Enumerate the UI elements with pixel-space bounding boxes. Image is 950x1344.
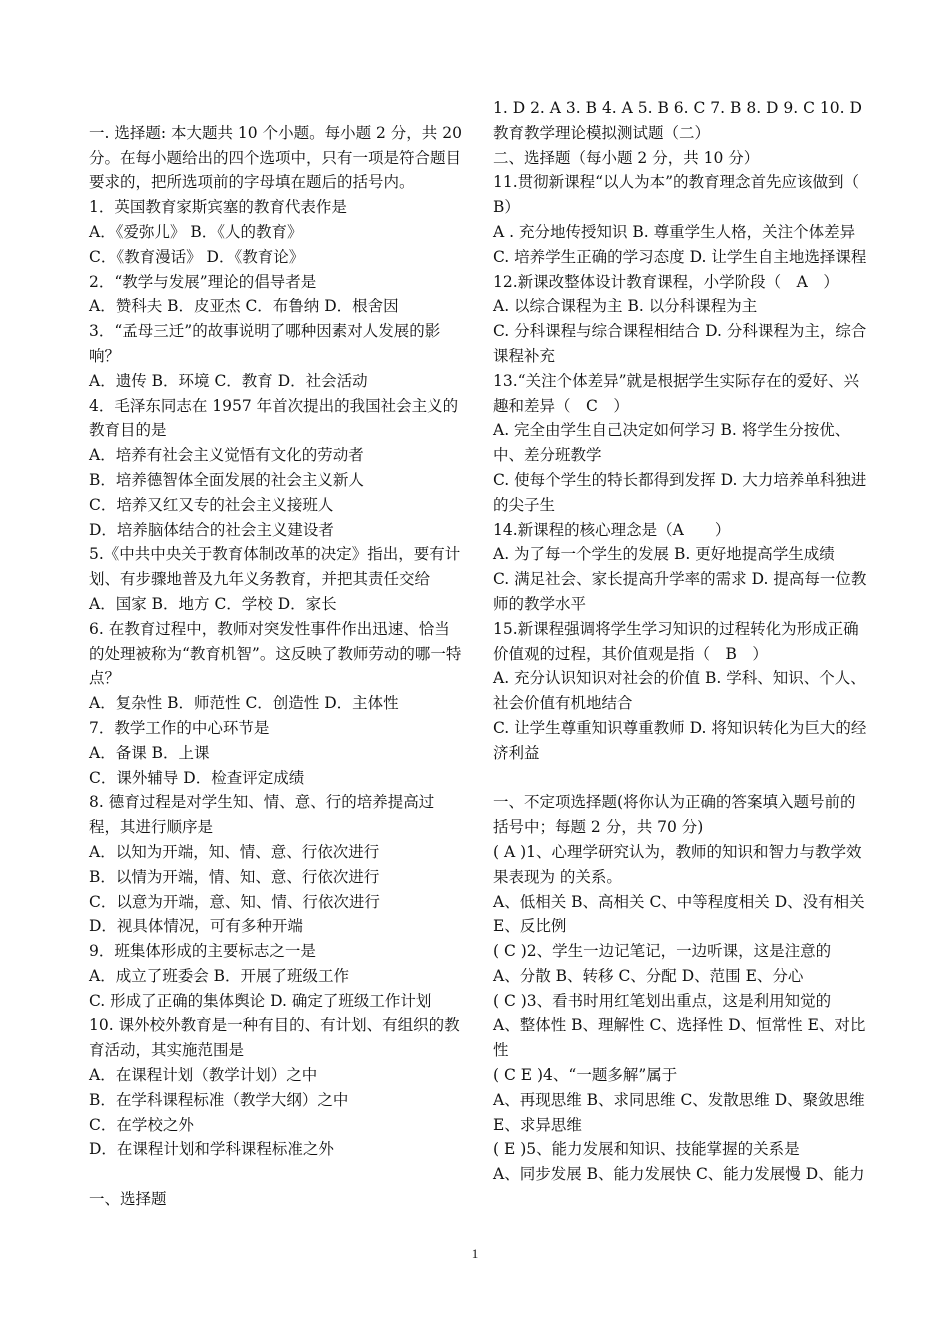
text-line: A．备课 B．上课: [89, 743, 210, 762]
text-line: C. 使每个学生的特长都得到发挥 D. 大力培养单科独进的尖子生: [493, 470, 867, 514]
text-line: ( C )2、学生一边记笔记，一边听课，这是注意的: [493, 942, 832, 961]
text-line: 教育教学理论模拟测试题（二）: [493, 123, 711, 142]
text-line: A、再现思维 B、求同思维 C、发散思维 D、聚敛思维 E、求异思维: [493, 1090, 865, 1134]
text-line: A．在课程计划（教学计划）之中: [89, 1066, 318, 1085]
text-line: 7．教学工作的中心环节是: [89, 718, 270, 737]
text-line: A. 充分认识知识对社会的价值 B. 学科、知识、个人、社会价值有机地结合: [493, 669, 866, 713]
text-line: B．在学科课程标准（教学大纲）之中: [89, 1090, 349, 1109]
text-line: 6. 在教育过程中，教师对突发性事件作出迅速、恰当的处理被称为“教育机智”。这反映了教师劳动的哪一特点？: [89, 619, 462, 688]
text-line: C．培养又红又专的社会主义接班人: [89, 495, 334, 514]
text-line: 5.《中共中央关于教育体制改革的决定》指出，要有计划、有步骤地普及九年义务教育，并把其责任交给: [89, 545, 461, 589]
text-line: C. 满足社会、家长提高升学率的需求 D. 提高每一位教师的教学水平: [493, 570, 867, 613]
left-column: [89, 96, 465, 1212]
text-line: C．《教育漫话》 D．《教育论》: [89, 247, 305, 266]
text-line: 4．毛泽东同志在 1957 年首次提出的我国社会主义的教育目的是: [89, 396, 459, 440]
text-line: ( A )1、心理学研究认为，教师的知识和智力与教学效果表现为 的关系。: [493, 842, 862, 886]
text-line: C．课外辅导 D．检查评定成绩: [89, 768, 305, 787]
text-line: D．培养脑体结合的社会主义建设者: [89, 520, 334, 539]
text-line: 11.贯彻新课程“以人为本”的教育理念首先应该做到（ B）: [493, 173, 891, 217]
text-line: ( C E )4、“一题多解”属于: [493, 1066, 678, 1085]
text-line: 一. 选择题: 本大题共 10 个小题。每小题 2 分，共 20 分。在每小题给出的四个选项中，只有一项是符合题目要求的，把所选项前的字母填在题后的括号内。: [89, 123, 462, 192]
text-line: 2．“教学与发展”理论的倡导者是: [89, 272, 317, 291]
text-line: 12.新课改整体设计教育课程，小学阶段（ A ）: [493, 272, 839, 291]
page-number: 1: [471, 1246, 479, 1261]
text-line: B．培养德智体全面发展的社会主义新人: [89, 470, 364, 489]
text-line: A．培养有社会主义觉悟有文化的劳动者: [89, 446, 364, 465]
text-line: C. 培养学生正确的学习态度 D. 让学生自主地选择课程: [493, 247, 867, 266]
text-line: C. 分科课程与综合课程相结合 D. 分科课程为主，综合课程补充: [493, 322, 867, 365]
text-line: A. 完全由学生自己决定如何学习 B. 将学生分按优、中、差分班教学: [493, 421, 851, 465]
text-line: ( C )3、看书时用红笔划出重点，这是利用知觉的: [493, 991, 832, 1010]
text-line: 二、选择题（每小题 2 分，共 10 分）: [493, 148, 760, 167]
text-line: A. 以综合课程为主 B. 以分科课程为主: [493, 297, 758, 316]
text-line: 1．英国教育家斯宾塞的教育代表作是: [89, 198, 347, 217]
text-line: [89, 96, 465, 121]
text-line: A．国家 B．地方 C．学校 D．家长: [89, 594, 337, 613]
text-line: D．视具体情况，可有多种开端: [89, 917, 303, 936]
text-line: A．《爱弥儿》 B．《人的教育》: [89, 222, 303, 241]
text-line: C. 让学生尊重知识尊重教师 D. 将知识转化为巨大的经济利益: [493, 718, 867, 762]
text-line: A．赞科夫 B．皮亚杰 C．布鲁纳 D．根舍因: [89, 297, 399, 316]
text-line: A．复杂性 B．师范性 C．创造性 D．主体性: [89, 694, 399, 713]
text-line: A . 充分地传授知识 B. 尊重学生人格，关注个体差异: [493, 222, 856, 241]
text-line: 13.“关注个体差异”就是根据学生实际存在的爱好、兴趣和差异（ C ）: [493, 371, 859, 415]
text-line: 14.新课程的核心理念是（A ）: [493, 520, 731, 539]
text-line: A、低相关 B、高相关 C、中等程度相关 D、没有相关 E、反比例: [493, 892, 865, 936]
text-line: 9．班集体形成的主要标志之一是: [89, 942, 316, 961]
text-line: 15.新课程强调将学生学习知识的过程转化为形成正确价值观的过程，其价值观是指（ B ）: [493, 619, 859, 663]
text-line: A．成立了班委会 B．开展了班级工作: [89, 966, 350, 985]
text-line: A、整体性 B、理解性 C、选择性 D、恒常性 E、对比性: [493, 1016, 866, 1060]
text-line: 8. 德育过程是对学生知、情、意、行的培养提高过程，其进行顺序是: [89, 793, 435, 837]
text-line: B．以情为开端，情、知、意、行依次进行: [89, 867, 380, 886]
text-line: A．遗传 B．环境 C．教育 D．社会活动: [89, 371, 368, 390]
text-line: 10. 课外校外教育是一种有目的、有计划、有组织的教育活动，其实施范围是: [89, 1016, 460, 1060]
text-line: A、分散 B、转移 C、分配 D、范围 E、分心: [493, 966, 804, 985]
text-line: 1. D 2. A 3. B 4. A 5. B 6. C 7. B 8. D 9. C 10. D: [493, 99, 862, 117]
text-line: A、同步发展 B、能力发展快 C、能力发展慢 D、能力: [493, 1165, 865, 1184]
text-line: A．以知为开端，知、情、意、行依次进行: [89, 842, 380, 861]
text-line: C．以意为开端，意、知、情、行依次进行: [89, 892, 380, 911]
text-line: C．在学校之外: [89, 1115, 194, 1134]
text-line: [89, 1162, 465, 1187]
text-line: [493, 766, 871, 791]
text-line: C. 形成了正确的集体舆论 D. 确定了班级工作计划: [89, 991, 432, 1010]
text-line: 一、选择题: [89, 1190, 167, 1209]
right-column: [493, 96, 891, 1187]
text-line: ( E )5、能力发展和知识、技能掌握的关系是: [493, 1140, 800, 1159]
text-line: A. 为了每一个学生的发展 B. 更好地提高学生成绩: [493, 545, 835, 564]
text-line: D．在课程计划和学科课程标准之外: [89, 1140, 334, 1159]
text-line: 一、不定项选择题(将你认为正确的答案填入题号前的括号中；每题 2 分，共 70 分): [493, 793, 856, 837]
text-line: 3．“孟母三迁”的故事说明了哪种因素对人发展的影响？: [89, 322, 441, 365]
